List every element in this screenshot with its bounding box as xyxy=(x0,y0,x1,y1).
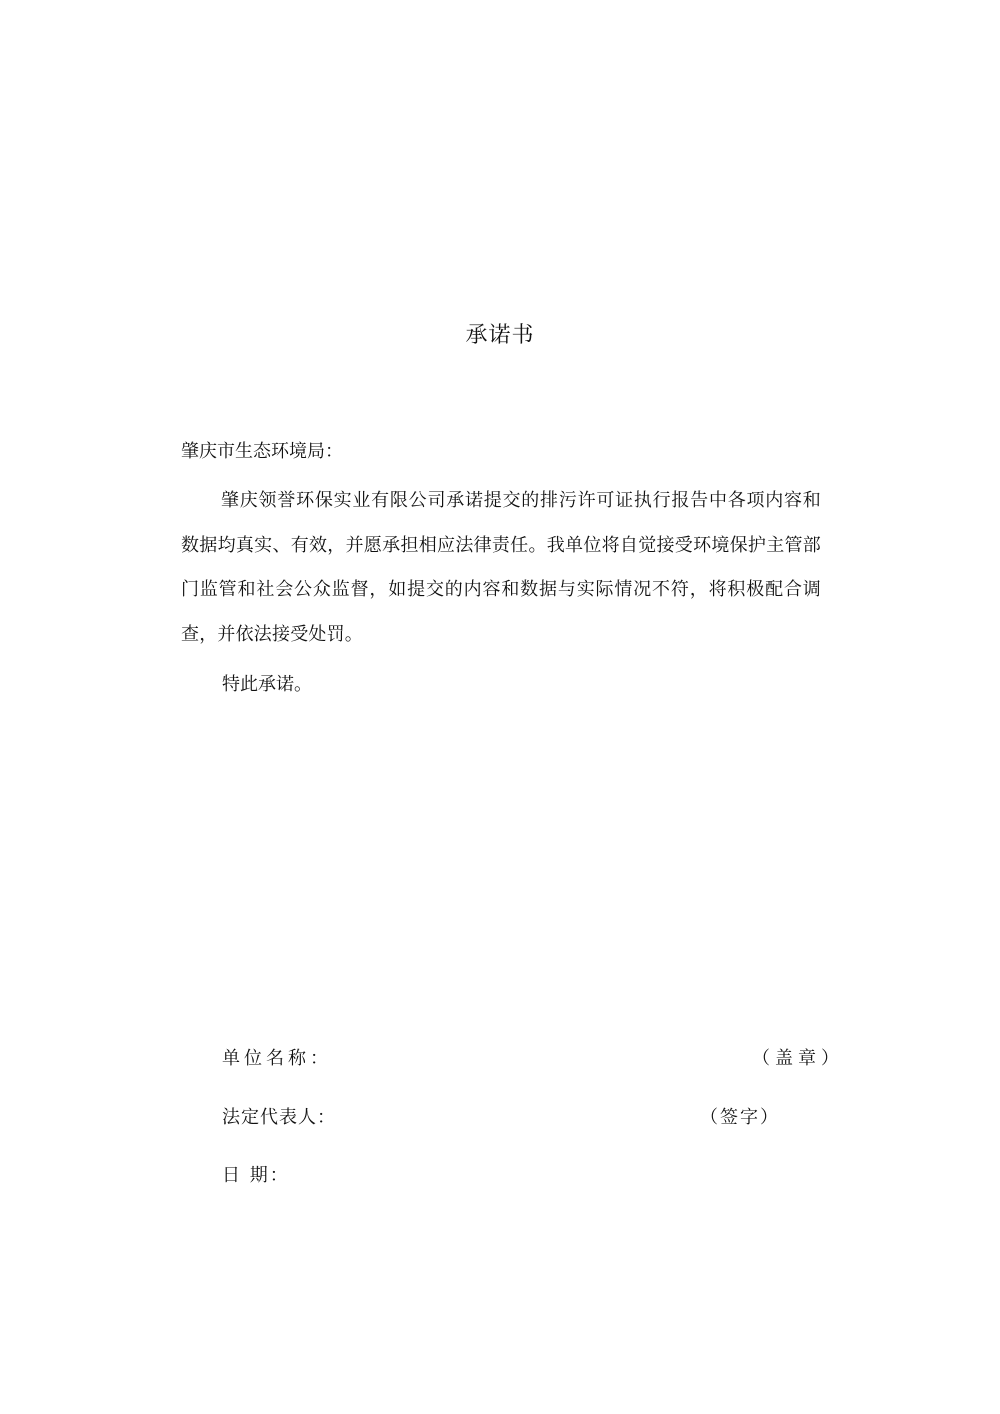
commitment-body: 肇庆领誉环保实业有限公司承诺提交的排污许可证执行报告中各项内容和数据均真实、有效，并愿承担相应法律责任。我单位将自觉接受环境保护主管部门监管和社会公众监督，如提交的内容和数据与实际情况不符，将积极配合调查，并依法接受处罚。 xyxy=(181,490,821,645)
seal-note: （盖章） xyxy=(752,1048,844,1069)
legal-representative-label: 法定代表人： xyxy=(222,1107,336,1128)
unit-name-label: 单位名称： xyxy=(222,1048,332,1069)
closing-statement: 特此承诺。 xyxy=(222,674,312,695)
document-title: 承诺书 xyxy=(465,323,535,348)
salutation: 肇庆市生态环境局： xyxy=(181,441,343,462)
signature-note: （签字） xyxy=(700,1107,780,1128)
date-label: 日 期： xyxy=(222,1165,290,1186)
